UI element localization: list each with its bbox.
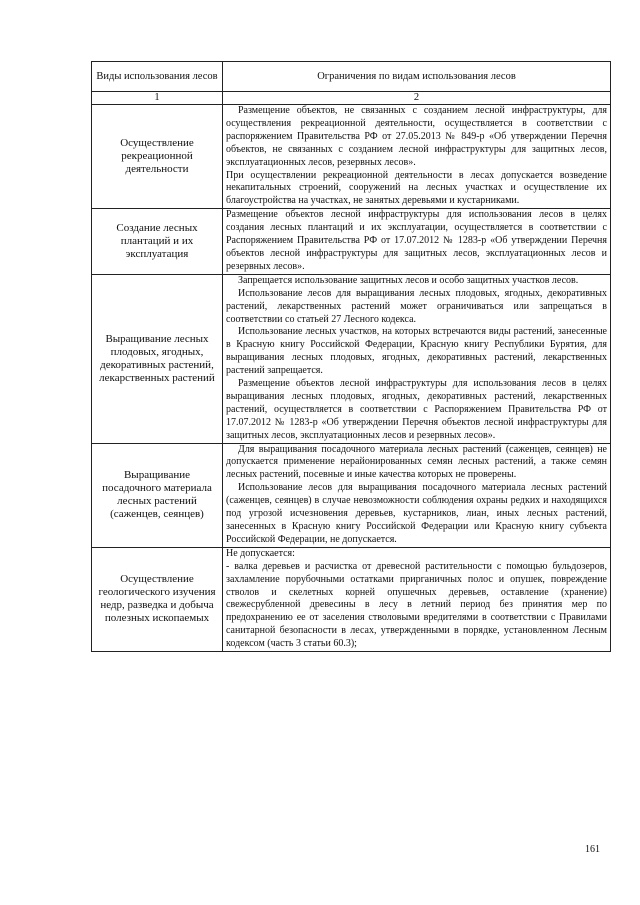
restriction-paragraph: Использование лесов для выращивания посадочного материала лесных растений (саженцев, сеянцев) в случае невозможности соблюдения охраны редких и находящихся под угрозой исчезновения деревьев, кустарников, лиан, иных лесных растений, занесенных в Красную книгу Российской Федерации или Красную книгу субъекта Российской Федерации, не допускается.: [226, 482, 607, 545]
column-numbers-row: [92, 92, 611, 105]
table-row: [92, 443, 611, 547]
restriction-paragraph: Не допускается:: [226, 547, 295, 559]
restriction-paragraph: Размещение объектов, не связанных с созданием лесной инфраструктуры, для осуществления рекреационной деятельности, осуществляется в соответствии с распоряжением Правительства РФ от 27.05.2013 № 849-р «Об утверждении Перечня объектов, не связанных с созданием лесной инфраструктуры для защитных лесов, эксплуатационных лесов, резервных лесов».: [226, 105, 607, 168]
restrictions-cell: [223, 443, 611, 547]
header-col-restrictions: Ограничения по видам использования лесов: [223, 62, 611, 92]
restriction-paragraph: При осуществлении рекреационной деятельности в лесах допускается возведение некапитальных строений, сооружений на лесных участках и осуществление их благоустройства на участках, не занятых деревьями и кустарниками.: [226, 169, 607, 207]
column-number-1: 1: [92, 92, 223, 105]
restrictions-cell: [223, 105, 611, 209]
restrictions-cell: [223, 274, 611, 443]
restriction-paragraph: - валка деревьев и расчистка от древесной растительности с помощью бульдозеров, захламление порубочными остатками прирганичных полос и опушек, повреждение стволов и скелетных корней опушечных деревьев, оставление (хранение) свежесрубленной древесины в лесу в летний период без принятия мер по предохранению ее от заселения стволовыми вредителями в соответствии с Правилами санитарной безопасности в лесах, утвержденными в порядке, установленном Лесным кодексом (часть 3 статьи 60.3);: [226, 560, 607, 650]
page-number: 161: [585, 844, 600, 855]
forest-use-restrictions-table: [91, 61, 611, 652]
table-row: [92, 274, 611, 443]
restrictions-cell: [223, 547, 611, 651]
table-row: [92, 105, 611, 209]
table-row: [92, 547, 611, 651]
table-row: [92, 209, 611, 275]
restrictions-cell: [223, 209, 611, 275]
restriction-paragraph: Для выращивания посадочного материала лесных растений (саженцев, сеянцев) не допускается применение нерайонированных семян лесных растений, а также семян лесных растений, посевные и иные качества которых не проверены.: [226, 443, 607, 481]
restriction-paragraph: Использование лесов для выращивания лесных плодовых, ягодных, декоративных растений, лекарственных растений может ограничиваться или запрещаться в соответствии со статьей 27 Лесного кодекса.: [226, 287, 607, 325]
restriction-paragraph: Размещение объектов лесной инфраструктуры для использования лесов в целях создания лесных плантаций и их эксплуатации, осуществляется в соответствии с Распоряжением Правительства РФ от 17.07.2012 № 1283-р «Об утверждении Перечня объектов лесной инфраструктуры для защитных лесов, эксплуатационных лесов и резервных лесов».: [226, 209, 607, 272]
use-type-cell: Осуществление геологического изучения недр, разведка и добыча полезных ископаемых: [92, 547, 223, 651]
use-type-cell: Создание лесных плантаций и их эксплуатация: [92, 209, 223, 275]
use-type-cell: Выращивание посадочного материала лесных растений (саженцев, сеянцев): [92, 443, 223, 547]
table-header-row: [92, 62, 611, 92]
use-type-cell: Выращивание лесных плодовых, ягодных, декоративных растений, лекарственных растений: [92, 274, 223, 443]
restriction-paragraph: Запрещается использование защитных лесов и особо защитных участков лесов.: [238, 274, 579, 286]
restriction-paragraph: Использование лесных участков, на которых встречаются виды растений, занесенные в Красную книгу Российской Федерации, Красную книгу Республики Бурятия, для выращивания лесных плодовых, ягодных, декоративных растений, лекарственных растений запрещается.: [226, 326, 607, 377]
header-col-forest-use-types: Виды использования лесов: [92, 62, 223, 92]
use-type-cell: Осуществление рекреационной деятельности: [92, 105, 223, 209]
column-number-2: 2: [223, 92, 611, 105]
restriction-paragraph: Размещение объектов лесной инфраструктуры для использования лесов в целях выращивания лесных плодовых, ягодных, декоративных растений, лекарственных растений, осуществляется в соответствии с Распоряжением Правительства РФ от 17.07.2012 № 1283-р «Об утверждении Перечня объектов лесной инфраструктуры для защитных лесов, эксплуатационных лесов и резервных лесов».: [226, 378, 607, 441]
